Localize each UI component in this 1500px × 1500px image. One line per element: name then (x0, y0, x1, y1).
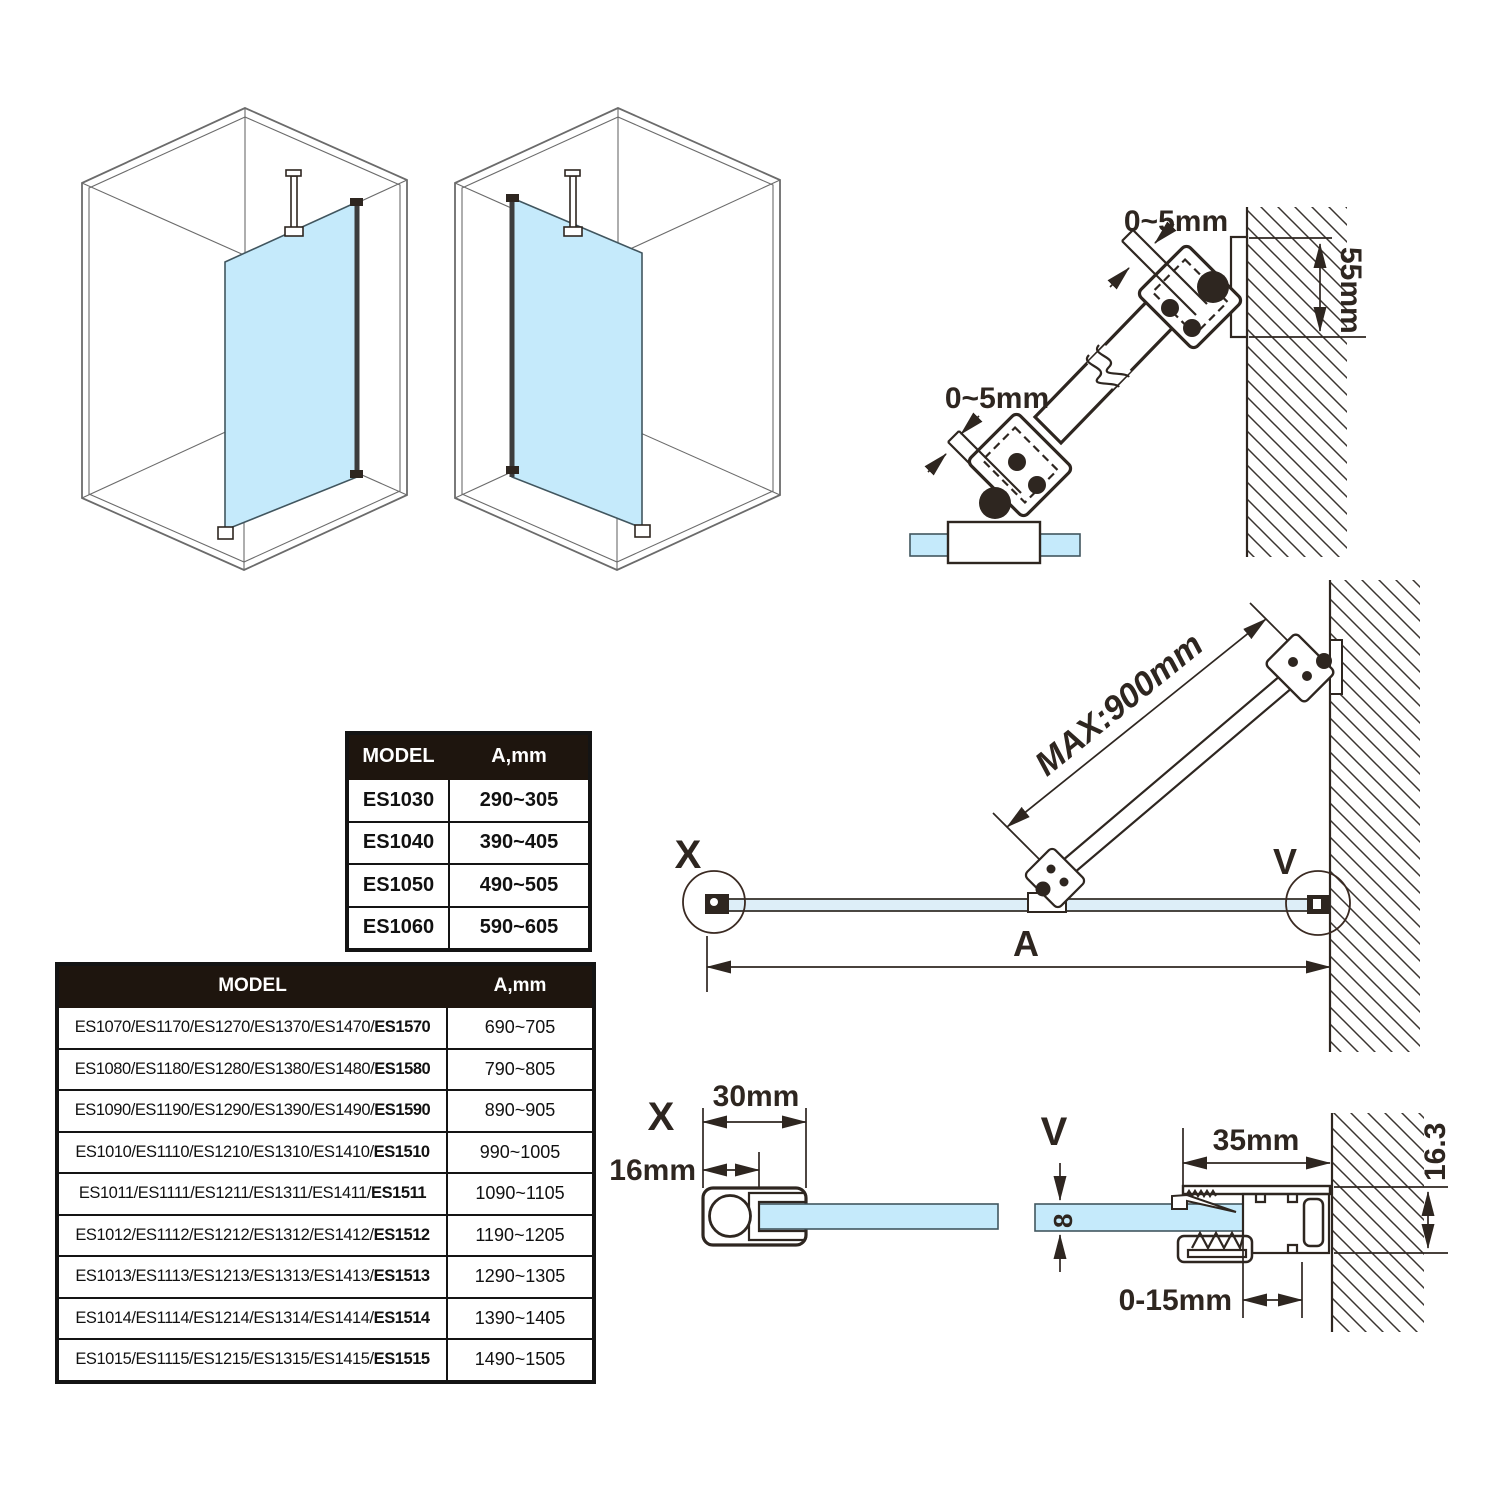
plan-view (675, 580, 1420, 1052)
table-row (57, 1049, 594, 1091)
table-cell: 590~605 (449, 907, 590, 951)
table-cell: 790~805 (447, 1049, 594, 1091)
table-cell: 1490~1505 (447, 1339, 594, 1382)
table-row (57, 1090, 594, 1132)
dimension-label-plate-height: 55mm (1334, 247, 1367, 334)
dimension-label-profile-width: 35mm (1212, 1124, 1300, 1157)
table-cell: 1090~1105 (447, 1173, 594, 1215)
marker-v-label: V (1272, 841, 1298, 882)
table-header-row (57, 964, 594, 1007)
table-row (347, 864, 590, 907)
table-cell: 890~905 (447, 1090, 594, 1132)
table-cell: 1190~1205 (447, 1215, 594, 1257)
table-header-cell: A,mm (449, 733, 590, 779)
iso-view-left (82, 108, 407, 570)
table-cell: ES1030 (347, 779, 449, 822)
table-cell: 690~705 (447, 1007, 594, 1049)
dimension-label-width: 30mm (712, 1080, 800, 1113)
table-row (347, 822, 590, 865)
detail-x (609, 1080, 998, 1245)
small-size-table (345, 731, 592, 952)
marker-x-label: X (674, 833, 702, 877)
table-header-cell: A,mm (447, 964, 594, 1007)
table-row (347, 907, 590, 951)
table-cell: ES1040 (347, 822, 449, 865)
table-row (57, 1173, 594, 1215)
table-header-cell: MODEL (347, 733, 449, 779)
table-cell: ES1060 (347, 907, 449, 951)
support-bar-detail (910, 205, 1367, 563)
table-cell: 390~405 (449, 822, 590, 865)
wall-hatch (1332, 1113, 1424, 1332)
table-cell: ES1011/ES1111/ES1211/ES1311/ES1411/ES1511 (57, 1173, 447, 1215)
table-cell: ES1014/ES1114/ES1214/ES1314/ES1414/ES1514 (57, 1298, 447, 1340)
table-cell: 490~505 (449, 864, 590, 907)
table-cell: 990~1005 (447, 1132, 594, 1174)
table-cell: ES1010/ES1110/ES1210/ES1310/ES1410/ES1510 (57, 1132, 447, 1174)
large-size-table (55, 962, 596, 1384)
detail-x-marker: X (647, 1095, 675, 1139)
dimension-label-profile-height: 16.3 (1419, 1122, 1452, 1181)
table-row (57, 1215, 594, 1257)
table-cell: ES1080/ES1180/ES1280/ES1380/ES1480/ES1580 (57, 1049, 447, 1091)
table-cell: 290~305 (449, 779, 590, 822)
iso-view-right (455, 108, 780, 570)
table-row (57, 1256, 594, 1298)
table-cell: 1290~1305 (447, 1256, 594, 1298)
table-header-row (347, 733, 590, 779)
dimension-label-glass-thickness: 8 (1048, 1213, 1078, 1228)
dimension-label-gap-top: 0~5mm (1123, 205, 1229, 238)
table-cell: ES1070/ES1170/ES1270/ES1370/ES1470/ES1570 (57, 1007, 447, 1049)
dimension-label-max-length: MAX:900mm (1027, 625, 1211, 784)
table-row (57, 1339, 594, 1382)
detail-v-marker: V (1040, 1110, 1068, 1154)
dimension-label-span: A (1013, 923, 1039, 964)
table-cell: ES1013/ES1113/ES1213/ES1313/ES1413/ES1513 (57, 1256, 447, 1298)
table-cell: ES1050 (347, 864, 449, 907)
table-cell: ES1012/ES1112/ES1212/ES1312/ES1412/ES1512 (57, 1215, 447, 1257)
wall-hatch (1247, 207, 1347, 557)
wall-hatch (1330, 580, 1420, 1052)
table-header-cell: MODEL (57, 964, 447, 1007)
dimension-label-gap-bottom: 0~5mm (944, 382, 1050, 415)
table-cell: ES1015/ES1115/ES1215/ES1315/ES1415/ES1515 (57, 1339, 447, 1382)
table-row (57, 1007, 594, 1049)
table-cell: ES1090/ES1190/ES1290/ES1390/ES1490/ES1590 (57, 1090, 447, 1132)
table-cell: 1390~1405 (447, 1298, 594, 1340)
dimension-label-adjust-range: 0-15mm (1118, 1284, 1232, 1317)
table-row (57, 1132, 594, 1174)
detail-v (1035, 1110, 1452, 1332)
table-row (57, 1298, 594, 1340)
table-row (347, 779, 590, 822)
dimension-label-offset: 16mm (609, 1154, 696, 1187)
